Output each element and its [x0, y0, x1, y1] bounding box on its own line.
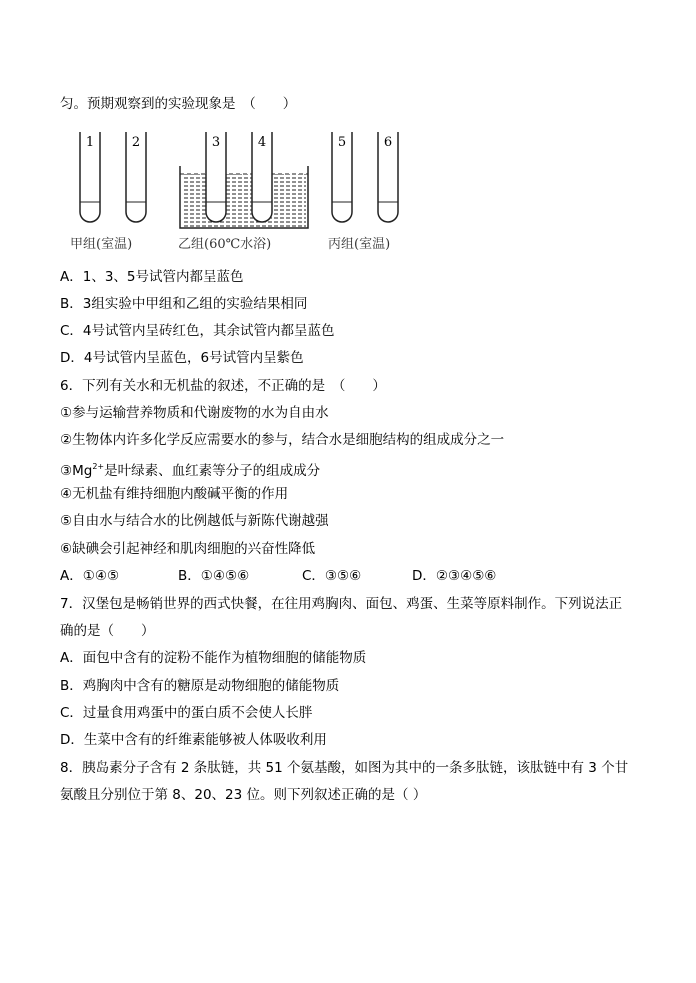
q8-stem-line-1: 8．胰岛素分子含有 2 条肽链，共 51 个氨基酸，如图为其中的一条多肽链，该肽链中有 3 个甘	[60, 760, 629, 776]
tube-5	[332, 132, 352, 222]
tube-1	[80, 132, 100, 222]
q6-item-3-rest: 是叶绿素、血红素等分子的组成成分	[104, 463, 321, 479]
q6-stem: 6．下列有关水和无机盐的叙述，不正确的是 （ ）	[60, 378, 386, 394]
q6-option-b: B．①④⑤⑥	[178, 568, 250, 584]
tube-4	[252, 132, 272, 222]
q7-stem-line-2: 确的是（ ）	[60, 623, 155, 639]
q6-item-2: ②生物体内许多化学反应需要水的参与，结合水是细胞结构的组成成分之一	[60, 432, 505, 448]
tube-label-5: 5	[337, 135, 347, 150]
q6-option-a: A．①④⑤	[60, 568, 120, 584]
q6-options	[60, 567, 496, 585]
group-label-jia: 甲组(室温)	[70, 237, 133, 252]
tube-6	[378, 132, 398, 222]
test-tube-figure	[70, 128, 430, 254]
tube-3	[206, 132, 226, 222]
q7-option-b: B．鸡胸肉中含有的糖原是动物细胞的储能物质	[60, 678, 340, 694]
mg-charge-superscript: 2+	[92, 462, 105, 471]
tube-2	[126, 132, 146, 222]
q7-stem-line-1: 7．汉堡包是畅销世界的西式快餐，在往用鸡胸肉、面包、鸡蛋、生菜等原料制作。下列说法正	[60, 596, 623, 612]
q6-item-6: ⑥缺碘会引起神经和肌肉细胞的兴奋性降低	[60, 541, 316, 557]
tube-label-6: 6	[383, 135, 393, 150]
tube-label-3: 3	[211, 135, 221, 150]
q8-stem-line-2: 氨酸且分别位于第 8、20、23 位。则下列叙述正确的是（ ）	[60, 787, 427, 803]
q7-option-a: A．面包中含有的淀粉不能作为植物细胞的储能物质	[60, 650, 367, 666]
tube-label-1: 1	[85, 135, 95, 150]
q6-item-4: ④无机盐有维持细胞内酸碱平衡的作用	[60, 486, 289, 502]
group-label-bing: 丙组(室温)	[328, 237, 391, 252]
tube-label-2: 2	[131, 135, 141, 150]
q6-option-d: D．②③④⑤⑥	[412, 568, 497, 584]
q6-item-5: ⑤自由水与结合水的比例越低与新陈代谢越强	[60, 513, 329, 529]
q6-item-3	[60, 458, 320, 480]
q6-option-c: C．③⑤⑥	[302, 568, 362, 584]
tube-label-4: 4	[257, 135, 267, 150]
q5-lead-line: 匀。预期观察到的实验现象是 （ ）	[60, 96, 297, 112]
q6-item-1: ①参与运输营养物质和代谢废物的水为自由水	[60, 405, 329, 421]
q7-option-d: D．生菜中含有的纤维素能够被人体吸收利用	[60, 732, 327, 748]
group-label-yi: 乙组(60℃水浴)	[178, 237, 272, 252]
q7-option-c: C．过量食用鸡蛋中的蛋白质不会使人长胖	[60, 705, 313, 721]
q5-option-c: C．4号试管内呈砖红色，其余试管内都呈蓝色	[60, 323, 335, 339]
q5-option-a: A．1、3、5号试管内都呈蓝色	[60, 269, 244, 285]
q6-item-3-prefix: ③Mg	[60, 463, 93, 479]
q5-option-d: D．4号试管内呈蓝色，6号试管内呈紫色	[60, 350, 304, 366]
water-bath	[180, 166, 308, 228]
q5-option-b: B．3组实验中甲组和乙组的实验结果相同	[60, 296, 308, 312]
